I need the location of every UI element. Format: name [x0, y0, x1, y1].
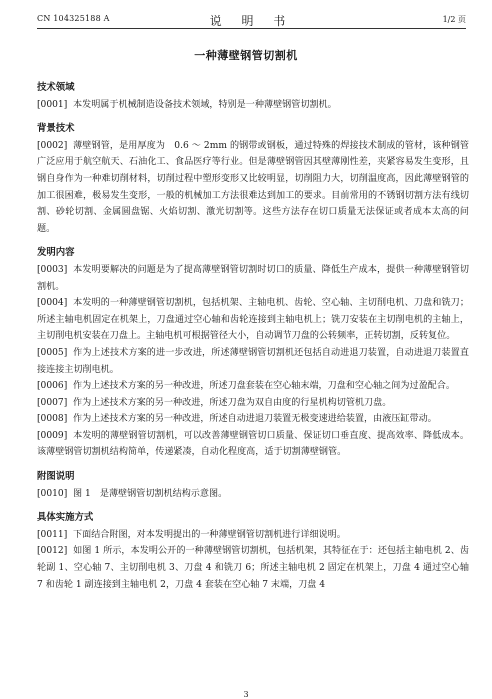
paragraph-number: [0011]: [37, 529, 68, 540]
paragraph-text: 薄壁钢管，是用厚度为 0.6 ～ 2mm 的钢带或钢板，通过特殊的焊接技术制成的管材，该种钢管广泛应用于航空航天、石油化工、食品医疗等行业。但是薄壁钢管因其壁薄刚性差，夹紧容易发生变形，且钢自身作为一种难切削材料，切削过程中塑形变形又比较明显，切削阻力大，切削温度高，因此薄壁钢管的加工很困难，极易发生变形，一般的机械加工方法很难达到加工的要求。目前常用的不锈钢切割方法有线切割、砂轮切割、金属圆盘锯、火焰切割、激光切割等。这些方法存在切口质量无法保证或者成本太高的问题。: [37, 140, 469, 234]
paragraph: [37, 486, 469, 503]
paragraph-number: [0010]: [37, 488, 68, 499]
paragraph-number: [0006]: [37, 381, 68, 392]
paragraph: [37, 543, 469, 593]
section-heading: 具体实施方式: [37, 512, 94, 524]
paragraph-number: [0002]: [37, 140, 68, 151]
paragraph-text: 图 1 是薄壁钢管切割机结构示意图。: [73, 488, 228, 499]
paragraph-number: [0004]: [37, 298, 68, 309]
paragraph: [37, 411, 469, 428]
section-heading: 附图说明: [37, 471, 75, 483]
paragraph-text: 如图 1 所示，本发明公开的一种薄壁钢管切割机，包括机架，其特征在于：还包括主轴电机 2、齿轮副 1、空心轴 7、主切削电机 3、刀盘 4 和铣刀 6；所述主轴电机 2 固定在机架上，刀盘 4 通过空心轴 7 和齿轮 1 副连接到主轴电机 2，刀盘 4 套装在空心轴 7 末端，刀盘 4: [37, 546, 469, 590]
page-header: [37, 12, 466, 28]
document-type: 说 明 书: [209, 14, 294, 28]
paragraph-number: [0001]: [37, 99, 68, 110]
paragraph-number: [0012]: [37, 546, 68, 557]
paragraph-text: 作为上述技术方案的进一步改进，所述薄壁钢管切割机还包括自动进退刀装置，自动进退刀装置直接连接主切削电机。: [37, 347, 469, 375]
page-indicator: 1/2 页: [442, 15, 466, 24]
paragraph-number: [0009]: [37, 430, 68, 441]
paragraph: [37, 395, 469, 412]
document-title: 一种薄壁钢管切割机: [194, 49, 298, 62]
document-body: [37, 80, 469, 593]
section-heading: 发明内容: [37, 247, 75, 259]
paragraph: [37, 378, 469, 395]
section-heading: 技术领域: [37, 82, 75, 93]
paragraph-number: [0008]: [37, 414, 68, 425]
paragraph-number: [0007]: [37, 397, 68, 408]
paragraph-text: 作为上述技术方案的另一种改进，所述自动进退刀装置无极变速进给装置，由液压缸带动。: [73, 414, 437, 425]
header-rule: [37, 28, 466, 29]
paragraph: [37, 262, 469, 295]
paragraph: [37, 97, 469, 114]
paragraph-text: 本发明属于机械制造设备技术领域，特别是一种薄壁钢管切割机。: [73, 99, 337, 110]
paragraph-text: 下面结合附图，对本发明提出的一种薄壁钢管切割机进行详细说明。: [73, 529, 346, 540]
paragraph: [37, 295, 469, 345]
paragraph-number: [0005]: [37, 347, 68, 358]
paragraph-text: 本发明要解决的问题是为了提高薄壁钢管切割时切口的质量、降低生产成本，提供一种薄壁钢管切割机。: [37, 264, 469, 292]
paragraph: [37, 527, 469, 544]
paragraph: [37, 138, 469, 238]
paragraph-text: 本发明的一种薄壁钢管切割机，包括机架、主轴电机、齿轮、空心轴、主切削电机、刀盘和铣刀；所述主轴电机固定在机架上，刀盘通过空心轴和齿轮连接到主轴电机上；铣刀安装在主切削电机的主轴上，主切削电机安装在刀盘上。主轴电机可根据管径大小，自动调节刀盘的公转频率，正转切割，反转复位。: [37, 298, 469, 342]
paragraph: [37, 428, 469, 461]
page-number: 3: [243, 691, 249, 699]
paragraph: [37, 345, 469, 378]
paragraph-text: 本发明的薄壁钢管切割机，可以改善薄壁钢管切口质量、保证切口垂直度、提高效率、降低成本。该薄壁钢管切割机结构简单，传递紧凑，自动化程度高，适于切割薄壁钢管。: [37, 430, 469, 458]
paragraph-number: [0003]: [37, 264, 68, 275]
paragraph-text: 作为上述技术方案的另一种改进，所述刀盘套装在空心轴末端，刀盘和空心轴之间为过盈配合。: [73, 381, 455, 392]
section-heading: 背景技术: [37, 123, 75, 135]
publication-number: CN 104325188 A: [37, 14, 110, 23]
paragraph-text: 作为上述技术方案的另一种改进，所述刀盘为双自由度的行星机构切管机刀盘。: [73, 397, 392, 408]
